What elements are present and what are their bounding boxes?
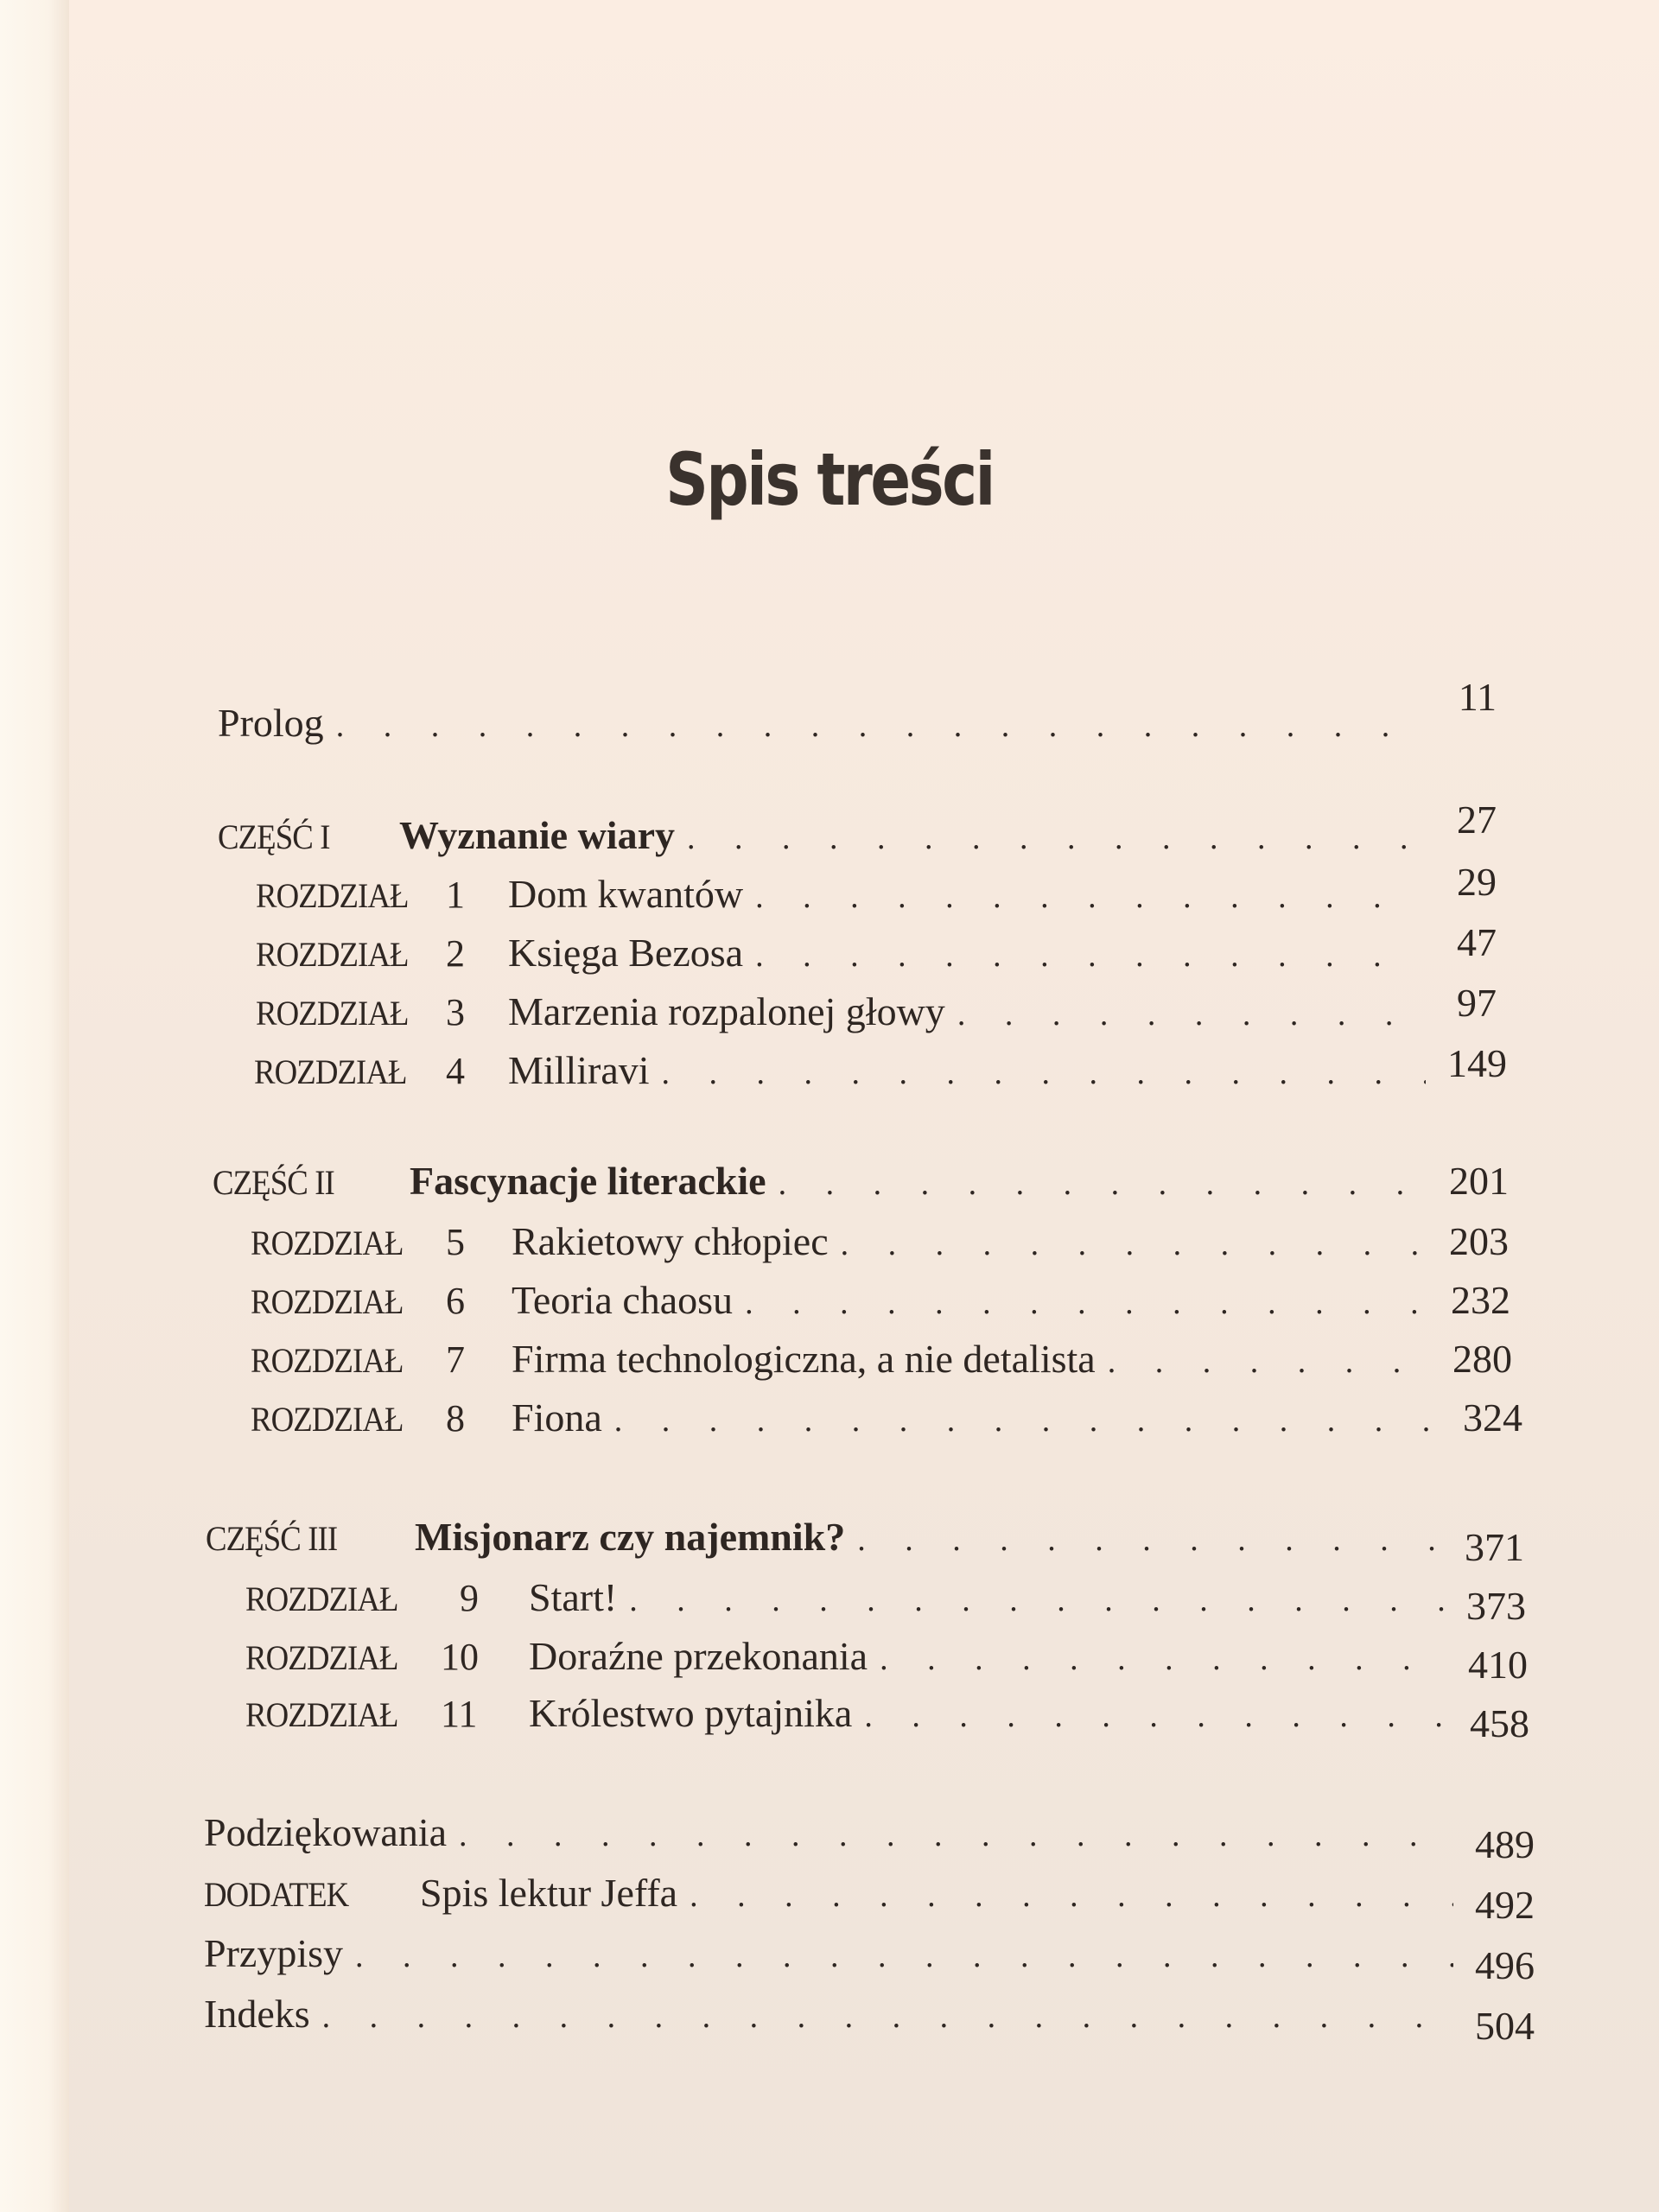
leader-dots (629, 1581, 1445, 1619)
leader-dots (687, 819, 1415, 857)
leader-dots (755, 878, 1415, 916)
part-label: CZĘŚĆ III (206, 1519, 338, 1558)
page-number: 280 (1452, 1337, 1512, 1381)
page-number: 324 (1463, 1395, 1522, 1440)
toc-chapter-9[interactable] (245, 1574, 1526, 1628)
toc-chapter-10[interactable] (245, 1633, 1528, 1687)
chapter-number: 2 (446, 932, 465, 975)
chapter-title: Dom kwantów (508, 872, 744, 916)
part-label: CZĘŚĆ II (213, 1163, 334, 1202)
part-title: Wyznanie wiary (399, 813, 675, 857)
leader-dots (614, 1402, 1441, 1440)
chapter-number: 8 (446, 1397, 465, 1440)
entry-title: Spis lektur Jeffa (420, 1871, 678, 1915)
leader-dots (745, 1284, 1429, 1322)
toc-chapter-2[interactable] (256, 920, 1497, 976)
chapter-number: 10 (441, 1636, 479, 1678)
toc-chapter-1[interactable] (256, 860, 1497, 917)
chapter-label: ROZDZIAŁ (256, 935, 409, 974)
page-title: Spis treści (665, 437, 994, 523)
toc-chapter-8[interactable] (251, 1395, 1522, 1440)
chapter-title: Królestwo pytajnika (529, 1691, 853, 1735)
chapter-number: 4 (446, 1050, 465, 1092)
leader-dots (755, 937, 1415, 975)
toc-entry-appendix[interactable] (204, 1870, 1535, 1927)
entry-title: Indeks (204, 1992, 310, 2036)
page-number: 371 (1465, 1525, 1524, 1569)
part-title: Fascynacje literackie (410, 1159, 766, 1203)
leader-dots (690, 1877, 1453, 1915)
page-number: 492 (1475, 1883, 1535, 1927)
page-number: 410 (1468, 1643, 1528, 1687)
page-number: 27 (1457, 798, 1497, 842)
chapter-title: Start! (529, 1575, 618, 1619)
entry-title: Podziękowania (204, 1810, 448, 1854)
chapter-number: 7 (446, 1338, 465, 1381)
chapter-title: Fiona (512, 1395, 602, 1440)
chapter-title: Milliravi (508, 1048, 650, 1092)
toc-entry-notes[interactable] (204, 1930, 1535, 1987)
chapter-title: Teoria chaosu (512, 1278, 734, 1322)
appendix-label: DODATEK (204, 1875, 349, 1914)
chapter-number: 9 (460, 1577, 479, 1619)
toc-chapter-6[interactable] (251, 1277, 1510, 1323)
chapter-title: Doraźne przekonania (529, 1634, 868, 1678)
chapter-number: 6 (446, 1280, 465, 1322)
toc-entry-acknowledgements[interactable] (204, 1809, 1535, 1866)
chapter-title: Marzenia rozpalonej głowy (508, 989, 945, 1033)
toc-part-1[interactable] (218, 798, 1497, 858)
toc-part-3[interactable] (206, 1514, 1524, 1569)
page-number: 504 (1475, 2004, 1535, 2048)
toc-chapter-11[interactable] (245, 1690, 1529, 1745)
leader-dots (779, 1165, 1427, 1203)
chapter-number: 1 (446, 874, 465, 916)
chapter-label: ROZDZIAŁ (245, 1695, 398, 1734)
page-number: 489 (1475, 1822, 1535, 1866)
chapter-label: ROZDZIAŁ (245, 1580, 398, 1618)
toc-chapter-5[interactable] (251, 1218, 1509, 1264)
page-number: 97 (1457, 981, 1497, 1025)
chapter-label: ROZDZIAŁ (256, 876, 409, 915)
page-number: 232 (1451, 1278, 1510, 1322)
chapter-label: ROZDZIAŁ (245, 1638, 398, 1677)
part-label: CZĘŚĆ I (218, 817, 330, 856)
chapter-label: ROZDZIAŁ (251, 1282, 404, 1321)
chapter-number: 5 (446, 1221, 465, 1263)
leader-dots (880, 1640, 1446, 1678)
part-title: Misjonarz czy najemnik? (415, 1515, 846, 1559)
page-number: 29 (1457, 860, 1497, 904)
page-number: 47 (1457, 920, 1497, 964)
chapter-label: ROZDZIAŁ (251, 1400, 404, 1439)
toc-entry-prolog[interactable] (218, 675, 1497, 746)
leader-dots (957, 995, 1415, 1033)
page-number: 149 (1447, 1041, 1507, 1085)
leader-dots (322, 1998, 1453, 2036)
page-number: 458 (1470, 1701, 1529, 1745)
chapter-label: ROZDZIAŁ (251, 1224, 404, 1262)
entry-title: Przypisy (204, 1931, 343, 1975)
page-number: 201 (1449, 1159, 1509, 1203)
chapter-label: ROZDZIAŁ (256, 994, 409, 1033)
page-number: 496 (1475, 1943, 1535, 1987)
leader-dots (864, 1697, 1448, 1735)
leader-dots (662, 1054, 1426, 1092)
chapter-title: Rakietowy chłopiec (512, 1219, 829, 1263)
toc-chapter-3[interactable] (256, 981, 1497, 1034)
leader-dots (355, 1937, 1453, 1975)
entry-title: Prolog (218, 701, 324, 745)
chapter-label: ROZDZIAŁ (254, 1052, 407, 1091)
page-number: 203 (1449, 1219, 1509, 1263)
chapter-number: 3 (446, 991, 465, 1033)
chapter-title: Księga Bezosa (508, 931, 744, 975)
toc-chapter-4[interactable] (254, 1041, 1507, 1093)
leader-dots (841, 1225, 1427, 1263)
toc-entry-index[interactable] (204, 1991, 1535, 2048)
leader-dots (459, 1816, 1453, 1854)
page-number: 373 (1466, 1584, 1526, 1628)
leader-dots (336, 707, 1415, 745)
chapter-label: ROZDZIAŁ (251, 1341, 404, 1380)
leader-dots (1108, 1343, 1431, 1381)
page-number: 11 (1458, 675, 1497, 719)
chapter-number: 11 (441, 1693, 478, 1735)
chapter-title: Firma technologiczna, a nie detalista (512, 1337, 1096, 1381)
toc-chapter-7[interactable] (251, 1336, 1512, 1382)
leader-dots (857, 1521, 1443, 1559)
toc-part-2[interactable] (213, 1158, 1509, 1204)
